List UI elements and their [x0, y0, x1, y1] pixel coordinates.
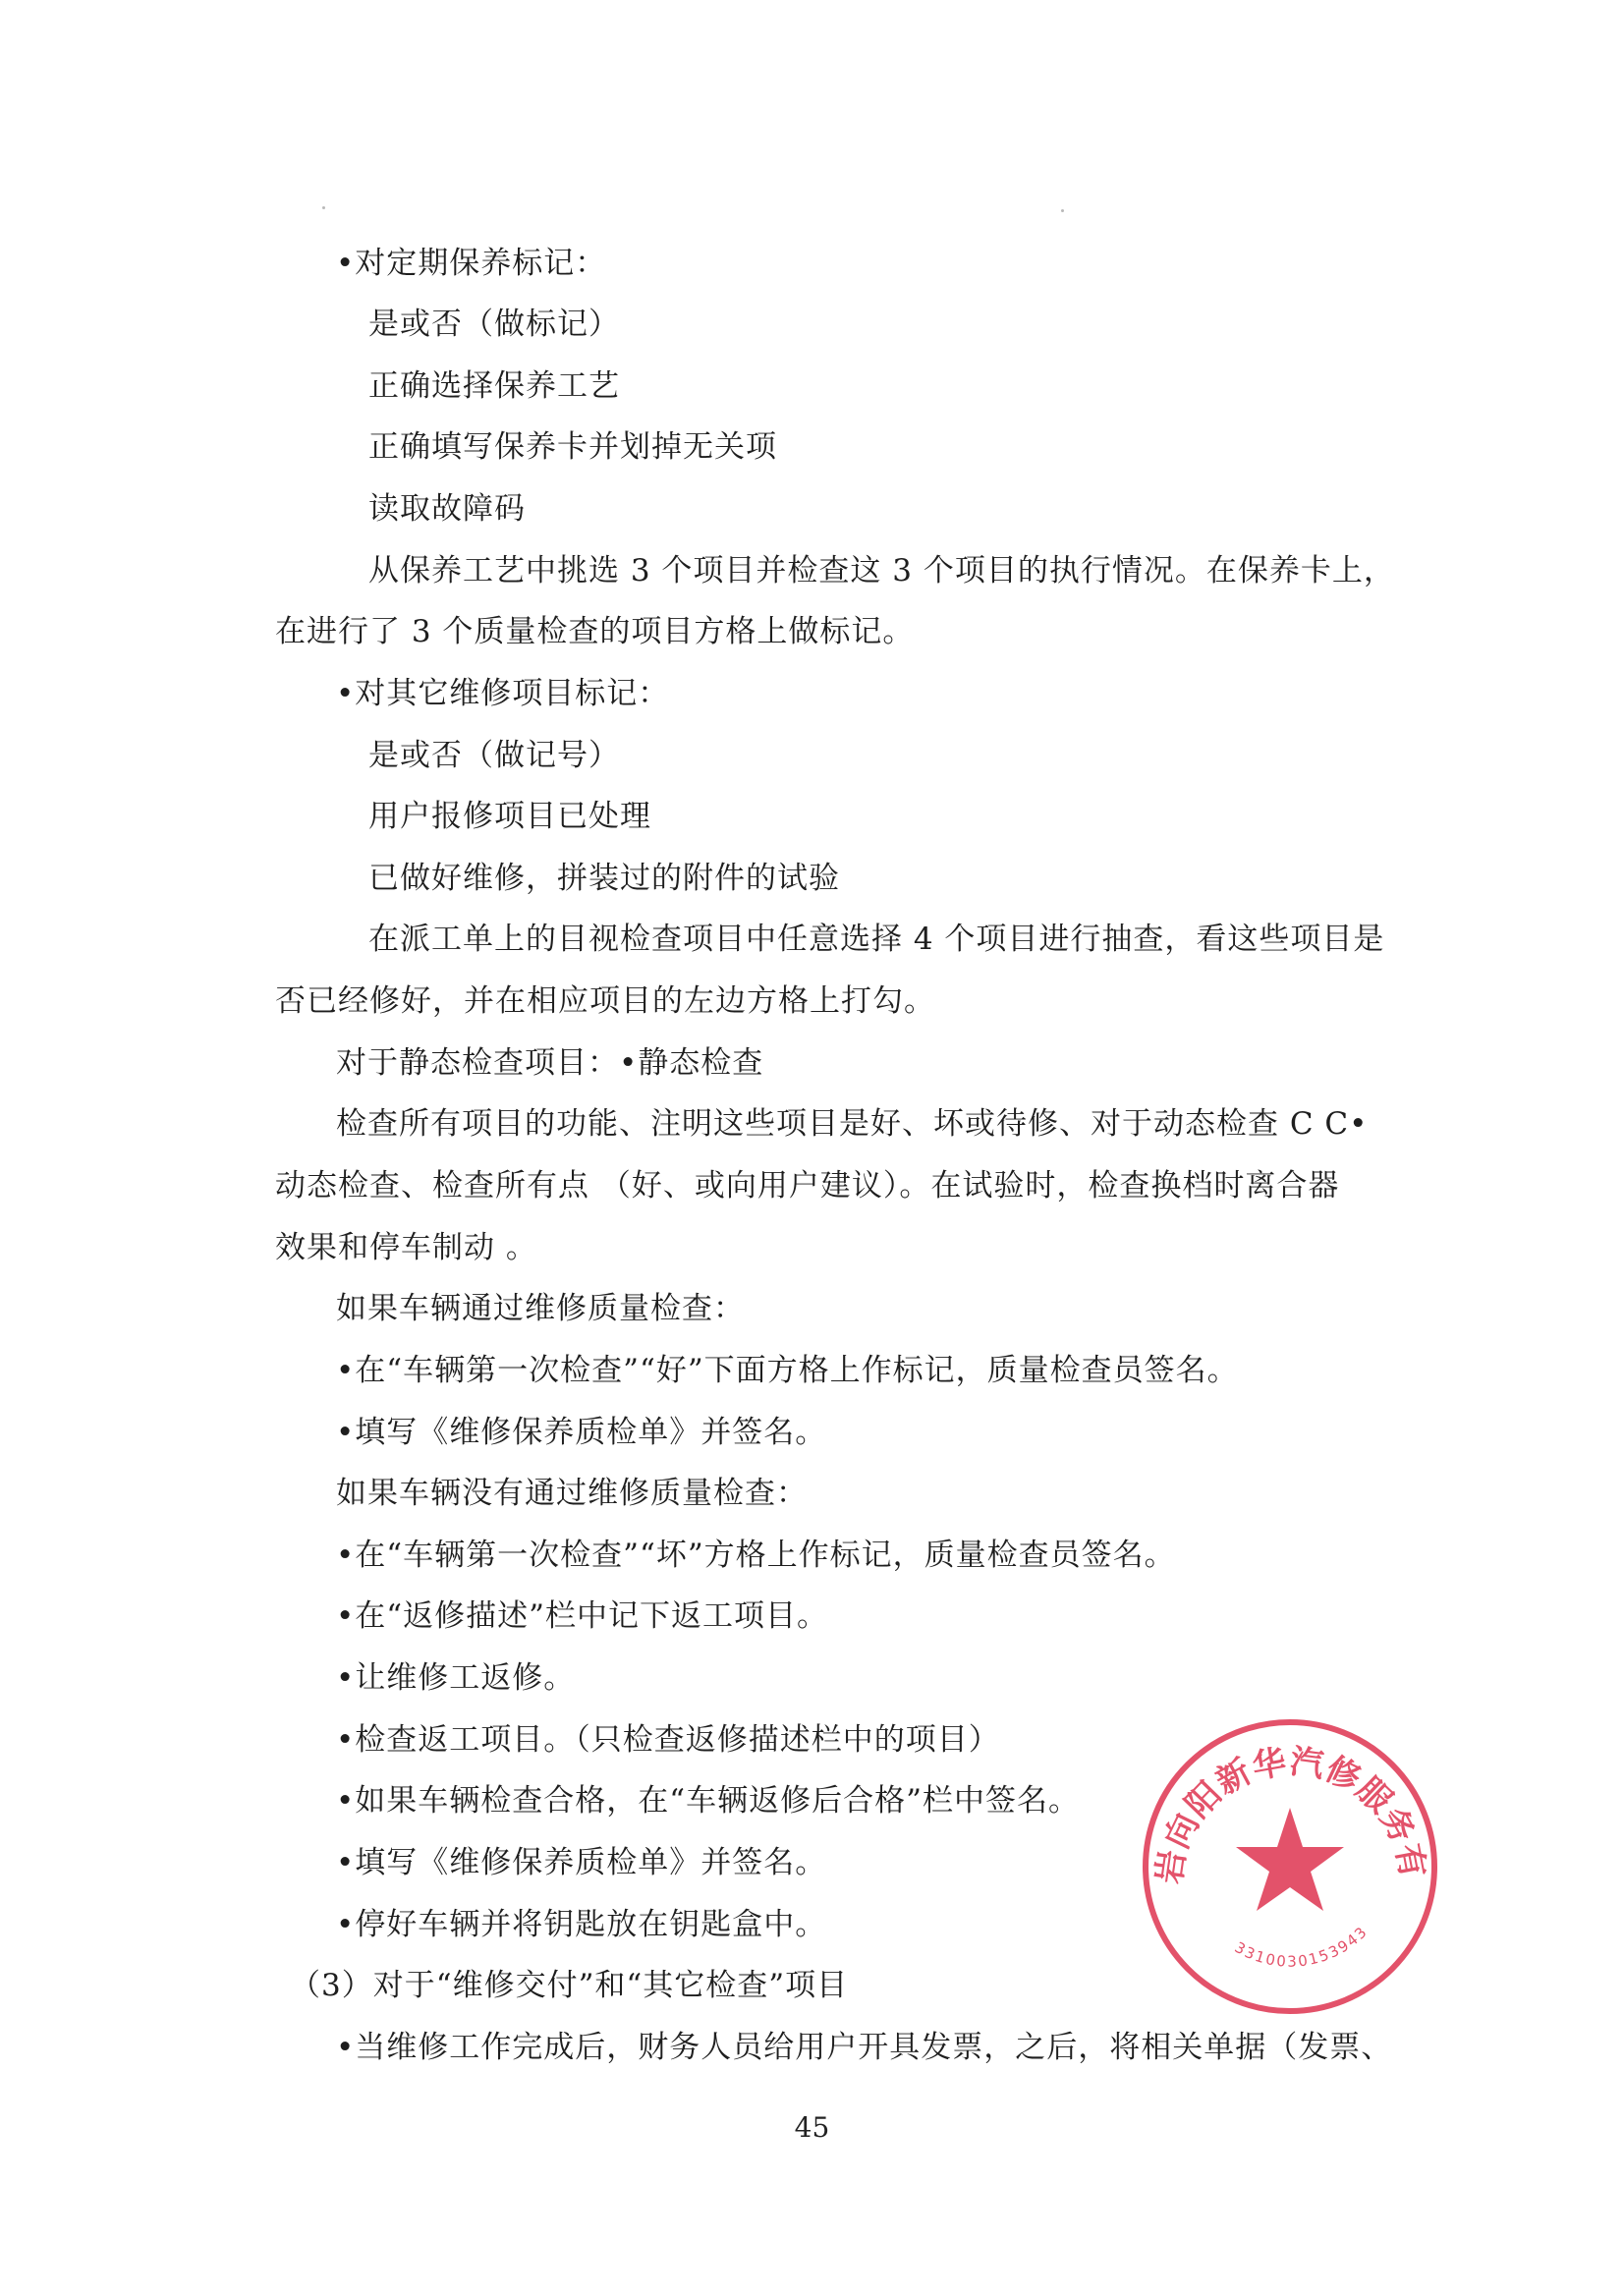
text-line: 正确填写保养卡并划掉无关项 [368, 429, 777, 465]
text-line: •在“车辆第一次检查”“好”下面方格上作标记，质量检查员签名。 [336, 1353, 1239, 1388]
text-line: •检查返工项目。（只检查返修描述栏中的项目） [336, 1722, 1000, 1758]
text-line: •填写《维修保养质检单》并签名。 [336, 1415, 827, 1450]
text-line: 效果和停车制动 。 [275, 1230, 537, 1265]
text-line: •如果车辆检查合格，在“车辆返修后合格”栏中签名。 [336, 1783, 1080, 1819]
text-line: •填写《维修保养质检单》并签名。 [336, 1845, 827, 1880]
text-line: 是或否（做标记） [368, 307, 620, 342]
text-line: 已做好维修，拼装过的附件的试验 [368, 861, 840, 896]
text-line: 如果车辆没有通过维修质量检查： [336, 1476, 808, 1511]
text-line: 在派工单上的目视检查项目中任意选择 4 个项目进行抽查，看这些项目是 [368, 922, 1385, 957]
text-line: •对其它维修项目标记： [336, 676, 670, 711]
text-line: 动态检查、检查所有点 （好、或向用户建议）。在试验时，检查换档时离合器 [275, 1168, 1340, 1203]
scan-speck [1061, 209, 1064, 212]
text-line: •让维修工返修。 [336, 1660, 576, 1696]
text-line: 从保养工艺中挑选 3 个项目并检查这 3 个项目的执行情况。在保养卡上， [368, 553, 1395, 588]
text-line: 对于静态检查项目：•静态检查 [336, 1045, 764, 1081]
text-line: 如果车辆通过维修质量检查： [336, 1291, 745, 1326]
text-line: 检查所有项目的功能、注明这些项目是好、坏或待修、对于动态检查 C C• [336, 1106, 1369, 1142]
text-line: 读取故障码 [368, 491, 526, 527]
company-seal [1138, 1714, 1442, 2019]
text-line: 正确选择保养工艺 [368, 368, 620, 404]
svg-text:台州黄岩向阳新华汽修服务有限公司: 岩向阳新华汽修服务有 [1149, 1742, 1433, 1887]
text-line: （3）对于“维修交付”和“其它检查”项目 [290, 1968, 849, 2003]
text-line: •对定期保养标记： [336, 246, 607, 281]
text-line: •停好车辆并将钥匙放在钥匙盒中。 [336, 1907, 827, 1942]
scan-speck [322, 206, 325, 209]
text-line: •当维修工作完成后，财务人员给用户开具发票，之后，将相关单据（发票、 [336, 2030, 1393, 2065]
page-number: 45 [794, 2111, 830, 2144]
text-line: 在进行了 3 个质量检查的项目方格上做标记。 [275, 614, 915, 649]
text-line: 是或否（做记号） [368, 738, 620, 773]
text-line: 否已经修好，并在相应项目的左边方格上打勾。 [275, 983, 935, 1019]
seal-graphic [1138, 1714, 1442, 2019]
text-line: •在“返修描述”栏中记下返工项目。 [336, 1598, 828, 1634]
text-line: •在“车辆第一次检查”“坏”方格上作标记，质量检查员签名。 [336, 1538, 1176, 1573]
text-line: 用户报修项目已处理 [368, 799, 651, 834]
svg-text:3310030153943: 3310030153943 [1231, 1922, 1372, 1971]
